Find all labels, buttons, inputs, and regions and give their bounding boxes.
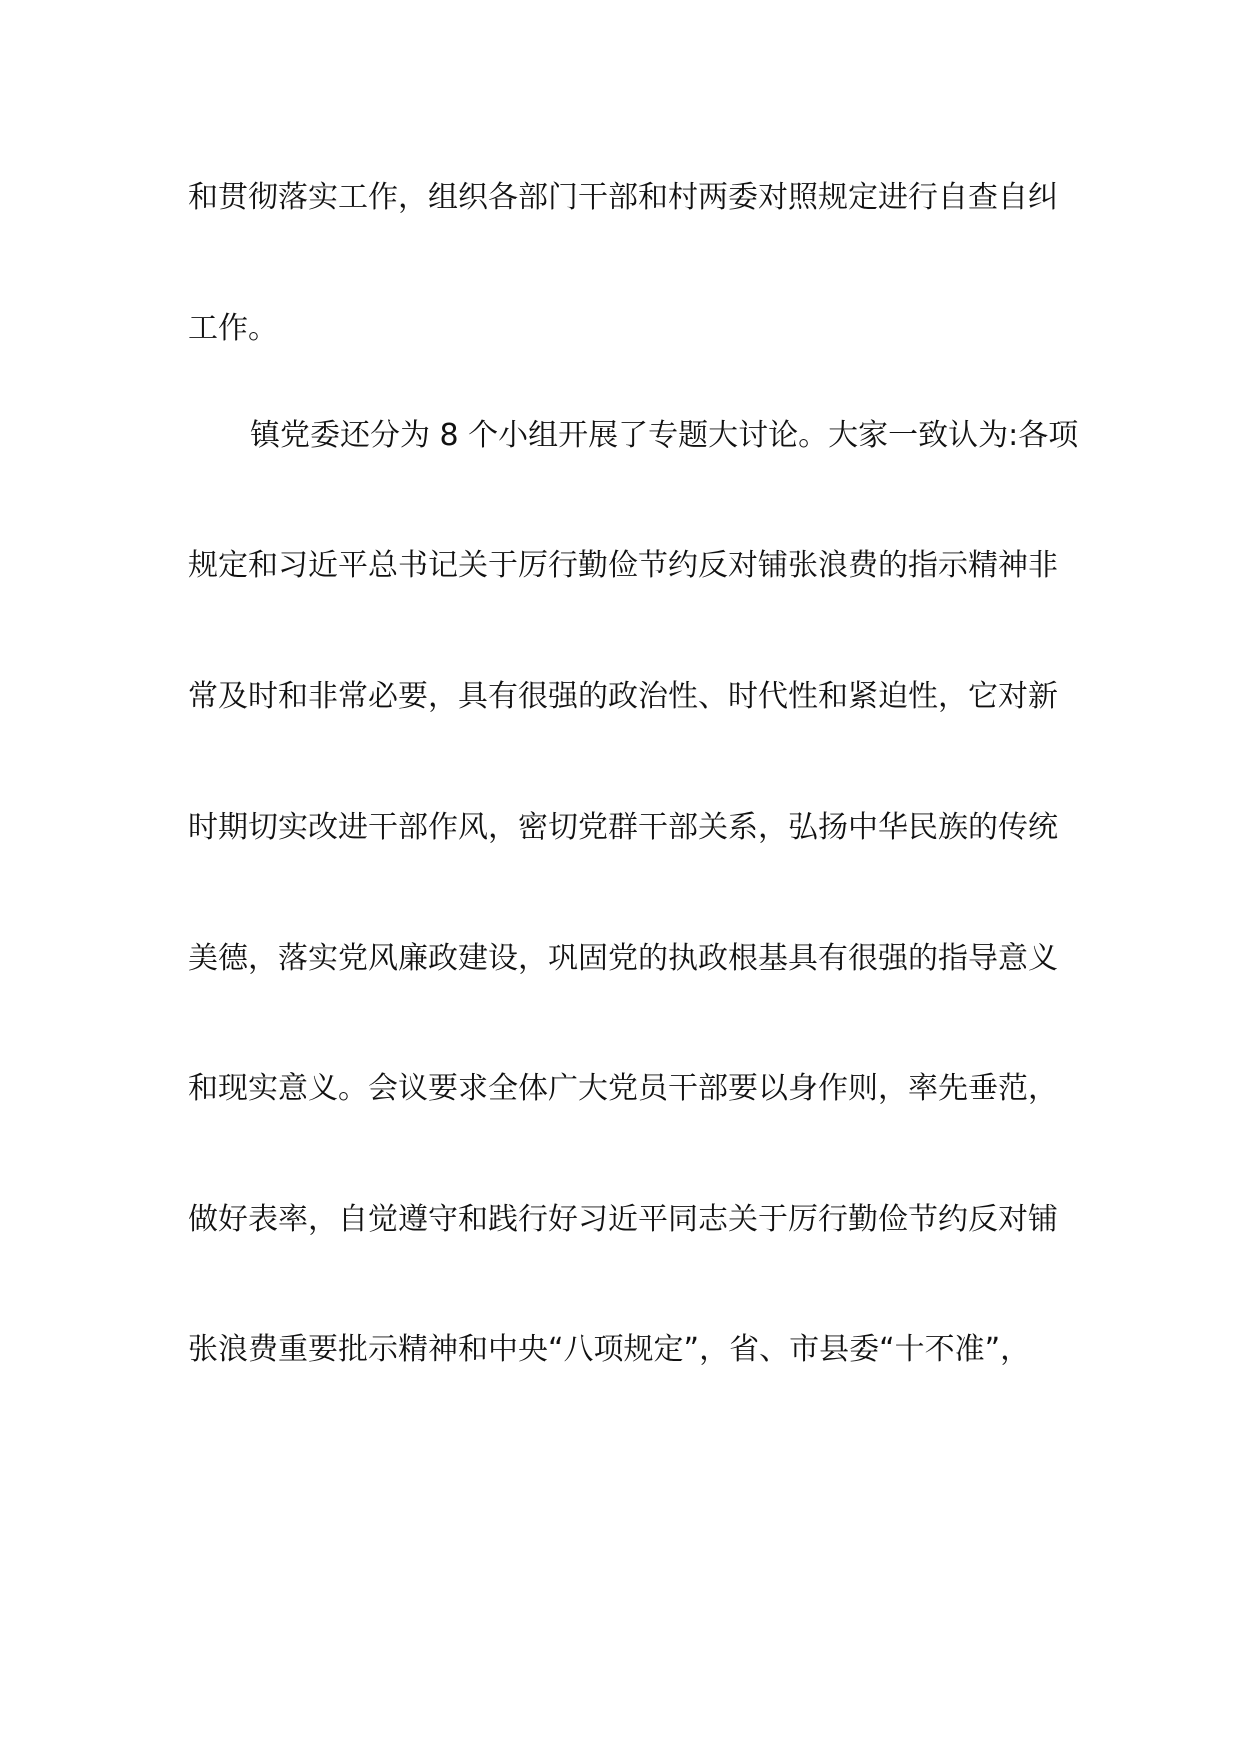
paragraph-line: 和现实意义。会议要求全体广大党员干部要以身作则，率先垂范， xyxy=(188,1071,1058,1106)
paragraph-line: 工作。 xyxy=(188,311,278,346)
paragraph-line: 镇党委还分为 8 个小组开展了专题大讨论。大家一致认为:各项 xyxy=(250,418,1079,453)
paragraph-line: 时期切实改进干部作风，密切党群干部关系，弘扬中华民族的传统 xyxy=(188,810,1058,845)
paragraph-line: 规定和习近平总书记关于厉行勤俭节约反对铺张浪费的指示精神非 xyxy=(188,548,1058,583)
paragraph-line: 张浪费重要批示精神和中央“八项规定”，省、市县委“十不准”， xyxy=(188,1332,1031,1367)
paragraph-line: 常及时和非常必要，具有很强的政治性、时代性和紧迫性，它对新 xyxy=(188,679,1058,714)
paragraph-line: 做好表率，自觉遵守和践行好习近平同志关于厉行勤俭节约反对铺 xyxy=(188,1202,1058,1237)
paragraph-line: 和贯彻落实工作，组织各部门干部和村两委对照规定进行自查自纠 xyxy=(188,180,1058,215)
paragraph-line: 美德，落实党风廉政建设，巩固党的执政根基具有很强的指导意义 xyxy=(188,941,1058,976)
